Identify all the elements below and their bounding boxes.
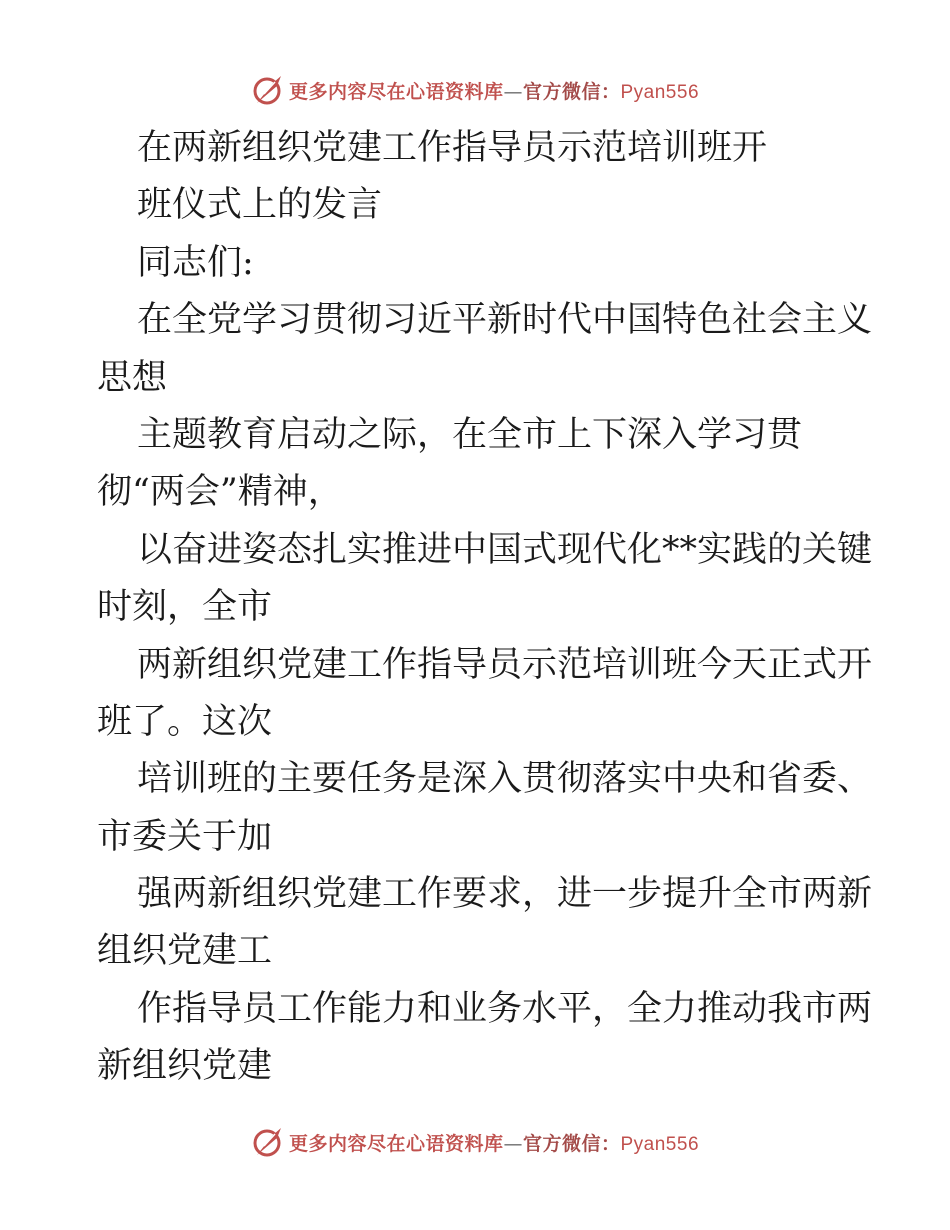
document-line: 时刻，全市: [97, 587, 273, 628]
document-body: [97, 120, 873, 1096]
document-line: 班了。这次: [97, 701, 273, 742]
header-watermark: [0, 70, 950, 110]
document-line: 市委关于加: [97, 816, 273, 857]
watermark-brand: 更多内容尽在心语资料库: [288, 1132, 504, 1155]
document-line: 班仪式上的发言: [137, 185, 383, 226]
document-line: 以奋进姿态扎实推进中国式现代化**实践的关键: [137, 529, 873, 570]
document-line: 培训班的主要任务是深入贯彻落实中央和省委、: [137, 759, 873, 800]
document-line: 强两新组织党建工作要求，进一步提升全市两新: [137, 874, 873, 915]
document-line: 作指导员工作能力和业务水平，全力推动我市两: [137, 988, 873, 1029]
document-line: 同志们:: [137, 242, 254, 283]
watermark-brand: 更多内容尽在心语资料库: [288, 80, 504, 103]
document-line: 在全党学习贯彻习近平新时代中国特色社会主义: [137, 300, 873, 341]
document-line: 彻“两会”精神，: [97, 472, 343, 513]
watermark-text: [289, 1129, 699, 1156]
document-line: 两新组织党建工作指导员示范培训班今天正式开: [137, 644, 873, 685]
watermark-label: 官方微信：: [522, 1132, 621, 1155]
footer-watermark: [0, 1122, 950, 1162]
watermark-label: 官方微信：: [522, 80, 621, 103]
document-line: 新组织党建: [97, 1046, 273, 1087]
document-line: 在两新组织党建工作指导员示范培训班开: [137, 128, 768, 168]
watermark-separator: —: [503, 1132, 523, 1155]
quill-pen-logo-icon: [251, 73, 285, 107]
document-line: 思想: [97, 357, 168, 398]
watermark-text: [289, 77, 699, 104]
watermark-separator: —: [503, 80, 523, 103]
watermark-account: Pyan556: [620, 1133, 700, 1155]
watermark-account: Pyan556: [620, 81, 700, 103]
document-line: 主题教育启动之际，在全市上下深入学习贯: [137, 414, 803, 455]
document-line: 组织党建工: [97, 931, 273, 972]
quill-pen-logo-icon: [251, 1125, 285, 1159]
